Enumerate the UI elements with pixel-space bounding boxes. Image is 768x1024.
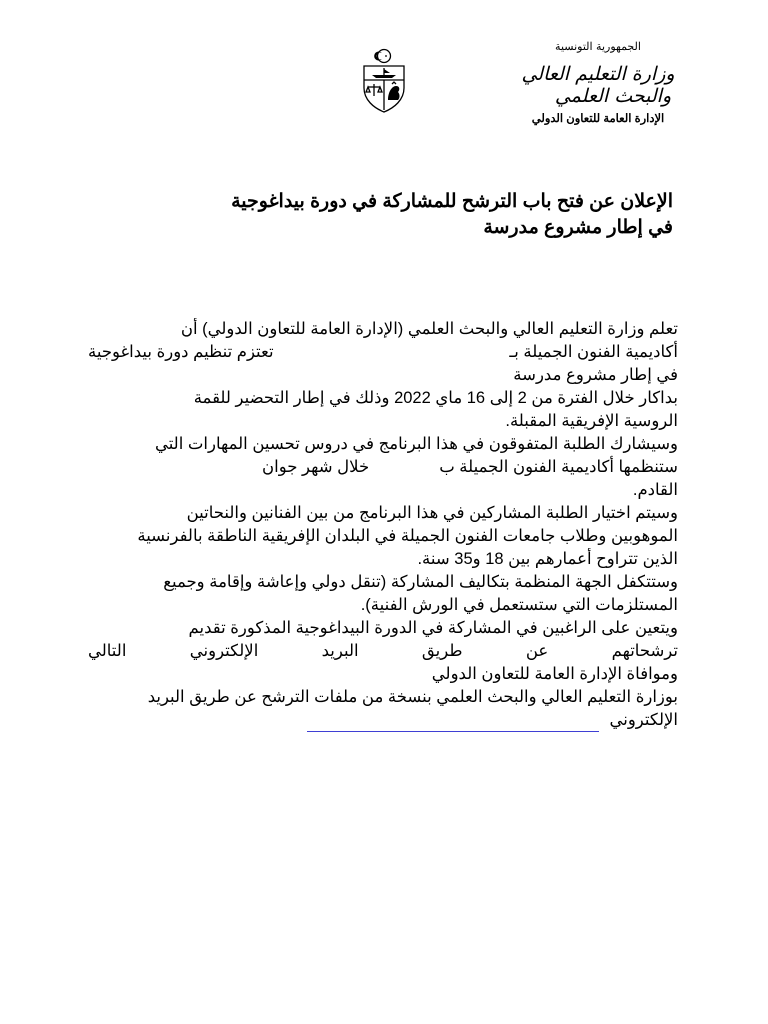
body-line: الموهوبين وطلاب جامعات الفنون الجميلة في البلدان الإفريقية الناطقة بالفرنسية	[137, 527, 678, 545]
body-segment: أكاديمية الفنون الجميلة بـ	[509, 343, 678, 361]
body-line: الذين تتراوح أعمارهم بين 18 و35 سنة.	[417, 550, 678, 568]
announcement-title	[113, 189, 673, 241]
department-label: الإدارة العامة للتعاون الدولي	[531, 113, 665, 125]
body-line: وسيشارك الطلبة المتفوقون في هذا البرنامج في دروس تحسين المهارات التي	[154, 435, 678, 453]
ministry-calligraphy-logo	[498, 60, 698, 108]
ministry-header	[498, 40, 698, 126]
ministry-logo-line1: وزارة التعليم العالي	[521, 63, 675, 85]
body-line: وموافاة الإدارة العامة للتعاون الدولي	[431, 665, 678, 683]
body-line: ويتعين على الراغبين في المشاركة في الدورة البيداغوجية المذكورة تقديم	[188, 619, 678, 637]
republic-label: الجمهورية التونسية	[555, 40, 641, 53]
body-line: وسيتم اختيار الطلبة المشاركين في هذا البرنامج من بين الفنانين والنحاتين	[186, 504, 678, 522]
body-segment: تعتزم تنظيم دورة بيداغوجية	[88, 343, 274, 361]
title-line-2: في إطار مشروع مدرسة	[483, 217, 673, 238]
body-line-justified	[88, 640, 678, 663]
body-segment: ستنظمها أكاديمية الفنون الجميلة ب	[439, 458, 678, 476]
email-link[interactable]	[307, 716, 599, 732]
tunisia-coat-of-arms-icon	[358, 48, 410, 114]
body-word: البريد	[321, 642, 359, 660]
body-line: تعلم وزارة التعليم العالي والبحث العلمي (الإدارة العامة للتعاون الدولي) أن	[180, 320, 678, 338]
ministry-logo-icon	[513, 60, 683, 108]
body-line: في إطار مشروع مدرسة	[513, 366, 678, 384]
body-line: وستتكفل الجهة المنظمة بتكاليف المشاركة (تنقل دولي وإعاشة وإقامة وجميع	[163, 573, 678, 591]
body-word: طريق	[421, 642, 463, 660]
body-line-with-gap	[88, 456, 678, 479]
body-segment: الإلكتروني	[609, 711, 678, 729]
ministry-logo-line2: والبحث العلمي	[554, 85, 672, 107]
body-line: الروسية الإفريقية المقبلة.	[505, 412, 678, 430]
body-line-with-gap	[88, 341, 678, 364]
body-line: بوزارة التعليم العالي والبحث العلمي بنسخة من ملفات الترشح عن طريق البريد	[147, 688, 678, 706]
body-line: القادم.	[632, 481, 678, 499]
body-word: عن	[525, 642, 549, 660]
body-word: الإلكتروني	[189, 642, 259, 660]
body-word: التالي	[88, 642, 127, 660]
body-line: بداكار خلال الفترة من 2 إلى 16 ماي 2022 وذلك في إطار التحضير للقمة	[193, 389, 678, 407]
body-segment: خلال شهر جوان	[262, 458, 370, 476]
email-line	[88, 709, 678, 732]
body-word: ترشحاتهم	[611, 642, 678, 660]
body-line: المستلزمات التي ستستعمل في الورش الفنية).	[360, 596, 678, 614]
title-line-1: الإعلان عن فتح باب الترشح للمشاركة في دورة بيداغوجية	[231, 191, 673, 212]
announcement-body	[88, 318, 678, 732]
